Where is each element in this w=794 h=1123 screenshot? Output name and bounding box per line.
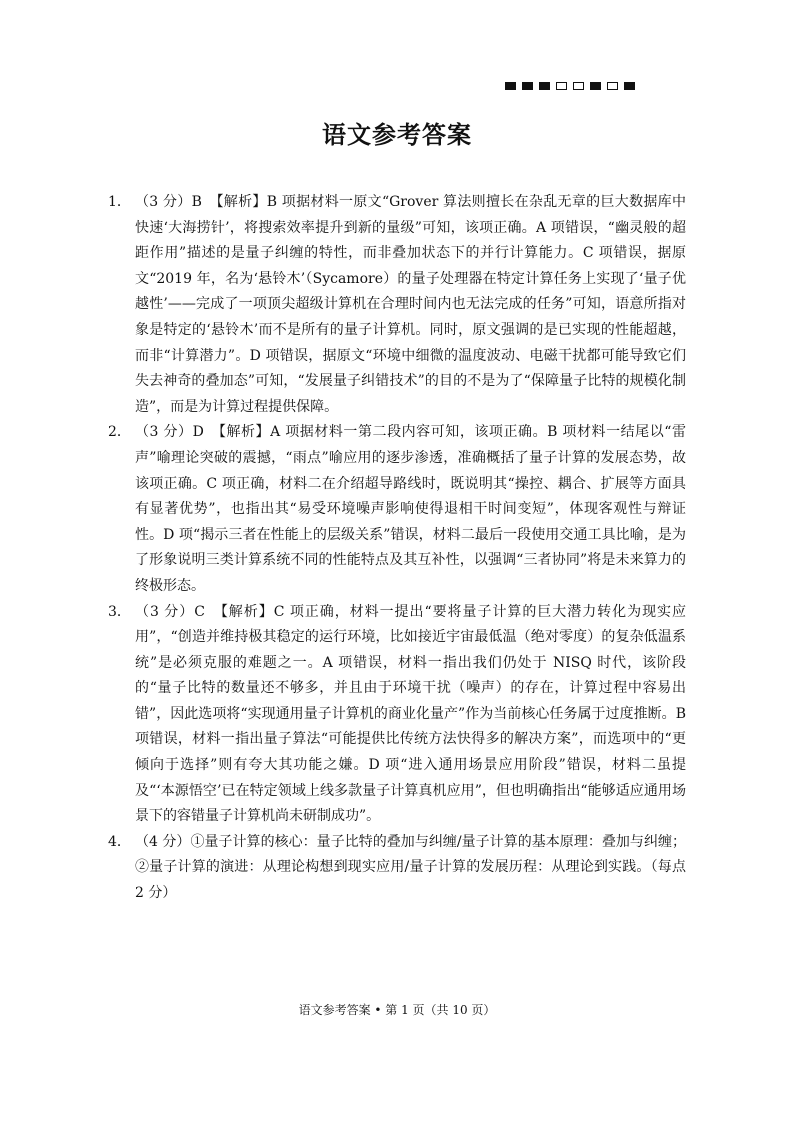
answer-number: 4． [108,833,131,850]
page-footer: 语文参考答案 • 第 1 页（共 10 页） [298,1003,496,1017]
page-title: 语文参考答案 [322,120,472,149]
answer-list [108,190,686,907]
answer-item [108,190,686,420]
header-mark [624,82,635,90]
header-marks [505,82,635,90]
header-mark [539,82,550,90]
answer-number: 1． [108,194,131,210]
answer-item [108,420,686,599]
header-mark [556,82,567,90]
answer-item [108,600,686,830]
header-mark [505,82,516,90]
answer-text: （3 分）C 【解析】C 项正确，材料一提出“要将量子计算的巨大潜力转化为现实应用”，“创造并维持极其稳定的运行环境，比如接近宇宙最低温（绝对零度）的复杂低温系统”是必须克服的难题之一。A 项错误，材料一指出我们仍处于 NISQ 时代，该阶段的“量子比特的数量还不够多，并且由于环境干扰（噪声）的存在，计算过程中容易出错”，因此选项将“实现通用量子计算机的商业化量产”作为当前核心任务属于过度推断。B 项错误，材料一指出量子算法“可能提供比传统方法快得多的解决方案”，而选项中的“更倾向于选择”则有夸大其功能之嫌。D 项“进入通用场景应用阶段”错误，材料二虽提及“‘本源悟空’已在特定领域上线多款量子计算真机应用”，但也明确指出“能够适应通用场景下的容错量子计算机尚未研制成功”。 [135,603,686,825]
answer-number: 2． [108,424,131,441]
answer-text: （3 分）B 【解析】B 项据材料一原文“Grover 算法则擅长在杂乱无章的巨大数据库中快速‘大海捞针’，将搜索效率提升到新的量级”可知，该项正确。A 项错误，“幽灵般的超距作用”描述的是量子纠缠的特性，而非叠加状态下的并行计算能力。C 项错误，据原文“2019 年，名为‘悬铃木’（Sycamore）的量子处理器在特定计算任务上实现了‘量子优越性’——完成了一项顶尖超级计算机在合理时间内也无法完成的任务”可知，语意所指对象是特定的‘悬铃木’而不是所有的量子计算机。同时，原文强调的是已实现的性能超越，而非“计算潜力”。D 项错误，据原文“环境中细微的温度波动、电磁干扰都可能导致它们失去神奇的叠加态”可知，“发展量子纠错技术”的目的不是为了“保障量子比特的规模化制造”，而是为计算过程提供保障。 [135,194,686,415]
answer-text: （4 分）①量子计算的核心：量子比特的叠加与纠缠/量子计算的基本原理：叠加与纠缠；②量子计算的演进：从理论构想到现实应用/量子计算的发展历程：从理论到实践。（每点 2 分） [135,833,686,902]
header-mark [522,82,533,90]
header-mark [573,82,584,90]
answer-item [108,830,686,907]
header-mark [590,82,601,90]
answer-number: 3． [108,603,131,620]
answer-text: （3 分）D 【解析】A 项据材料一第二段内容可知，该项正确。B 项材料一结尾以“雷声”喻理论突破的震撼，“雨点”喻应用的逐步渗透，准确概括了量子计算的发展态势，故该项正确。C 项正确，材料二在介绍超导路线时，既说明其“操控、耦合、扩展等方面具有显著优势”，也指出其“易受环境噪声影响使得退相干时间变短”，体现客观性与辩证性。D 项“揭示三者在性能上的层级关系”错误，材料二最后一段使用交通工具比喻，是为了形象说明三类计算系统不同的性能特点及其互补性，以强调“三者协同”将是未来算力的终极形态。 [135,424,686,594]
header-mark [607,82,618,90]
